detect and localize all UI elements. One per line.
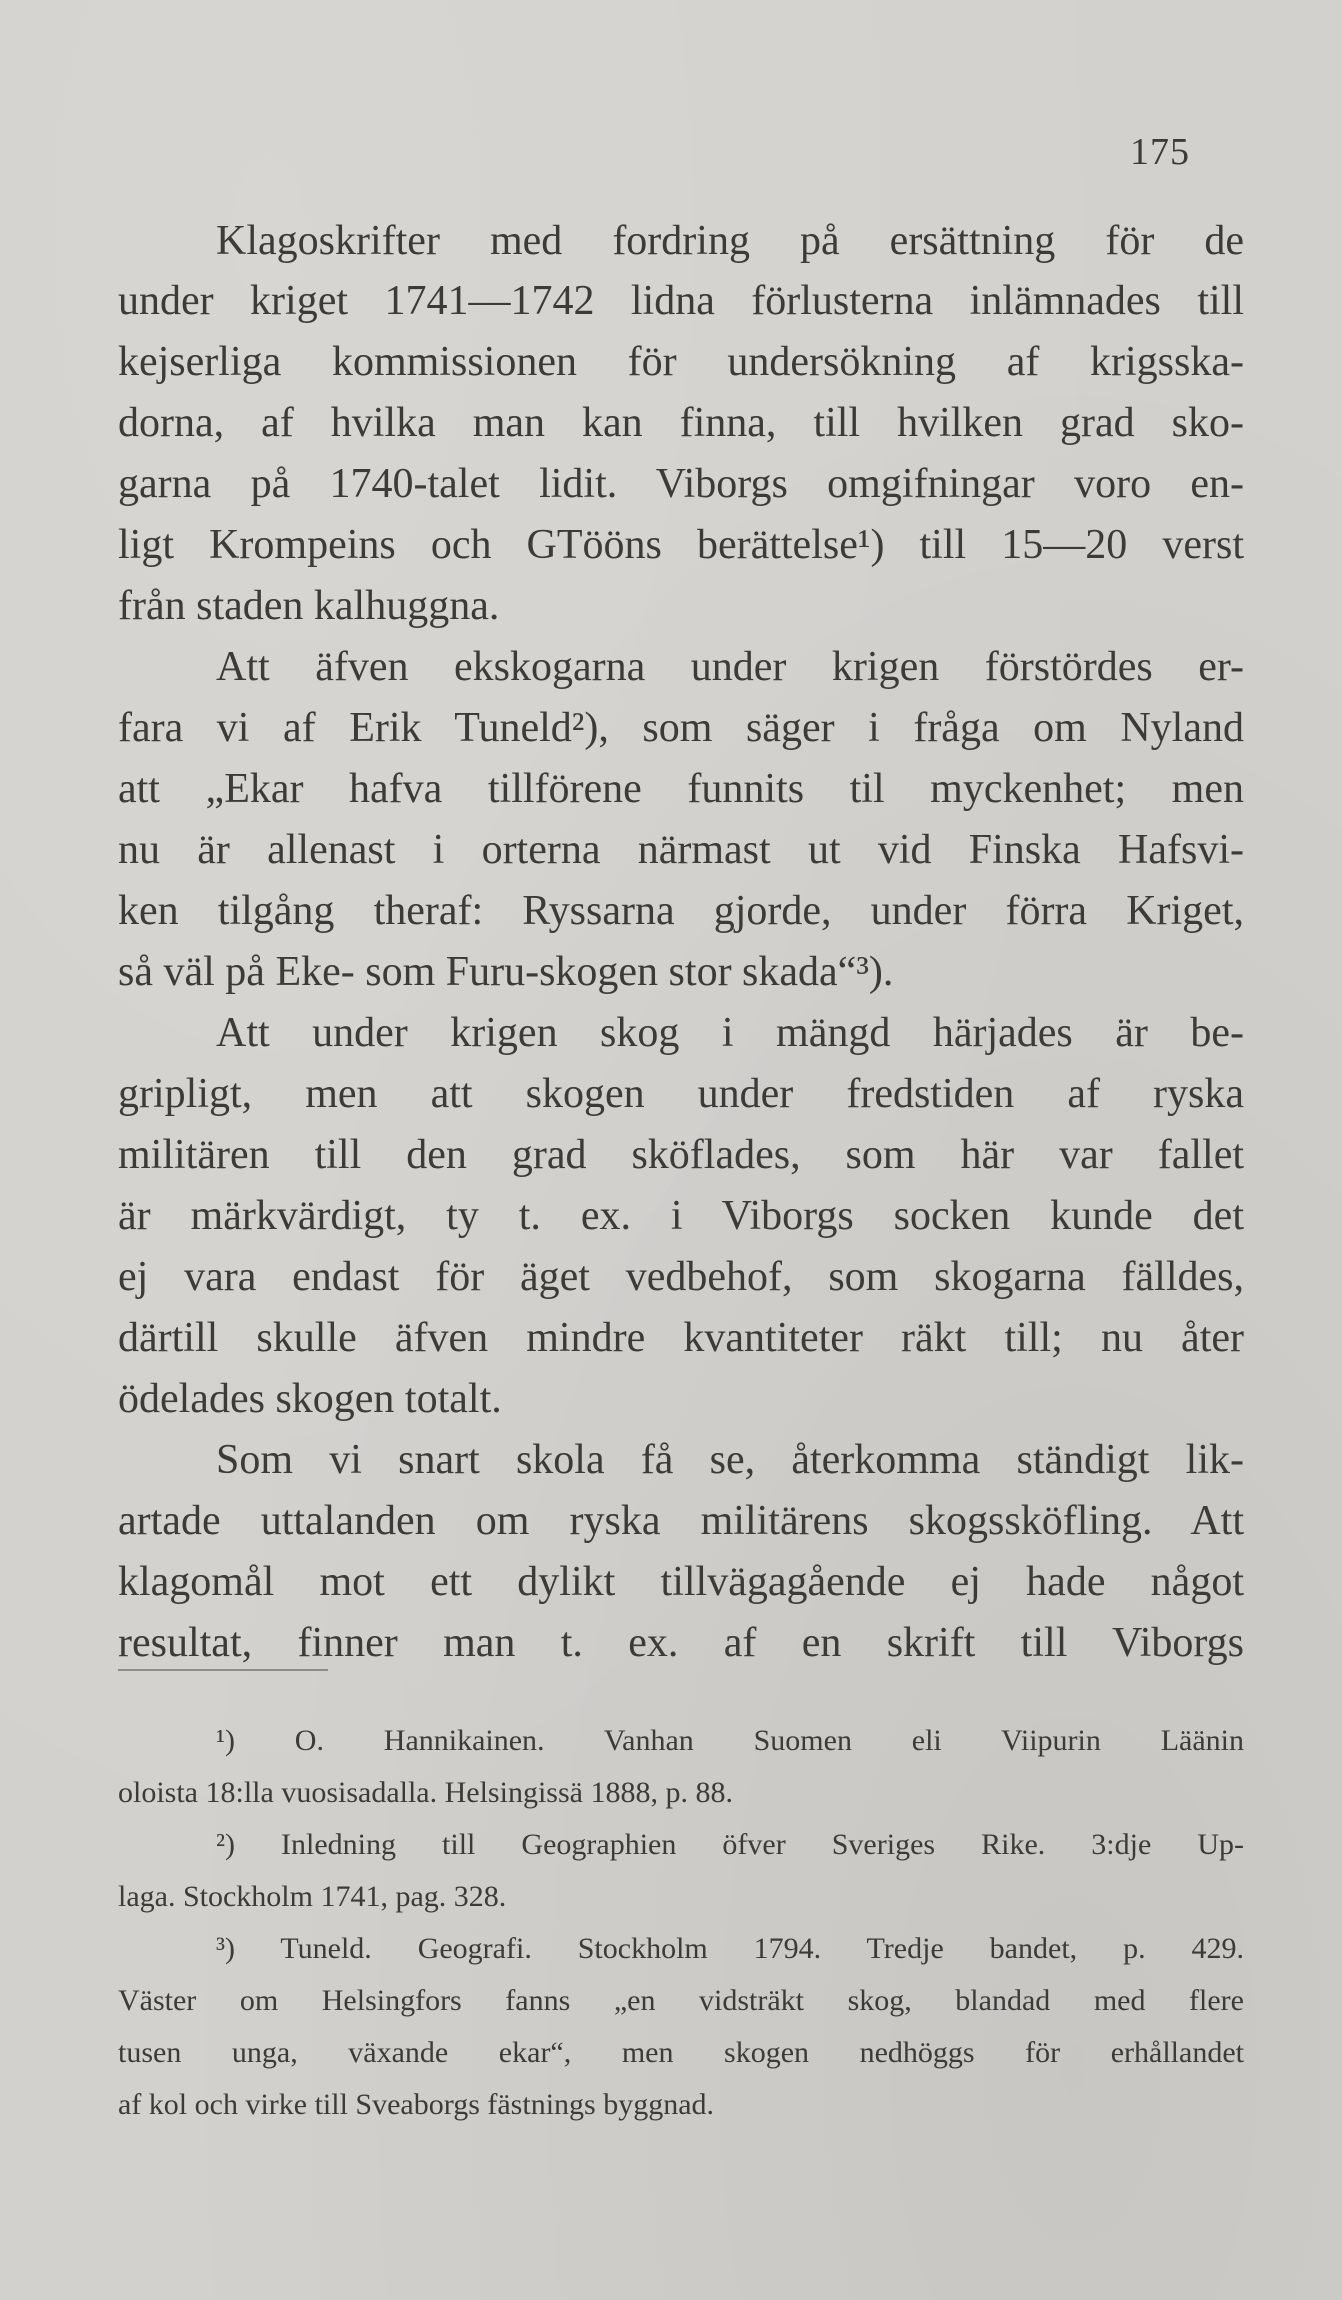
- footnote-line: ³) Tuneld. Geografi. Stockholm 1794. Tredje bandet, p. 429.: [216, 1932, 1244, 1965]
- body-line: Klagoskrifter med fordring på ersättning för de: [216, 218, 1244, 264]
- body-line: Som vi snart skola få se, återkomma ständigt lik-: [216, 1437, 1244, 1483]
- footnote-line: laga. Stockholm 1741, pag. 328.: [118, 1880, 507, 1913]
- footnote-line: tusen unga, växande ekar“, men skogen nedhöggs för erhållandet: [118, 2036, 1244, 2069]
- footnote-line: ¹) O. Hannikainen. Vanhan Suomen eli Viipurin Läänin: [216, 1724, 1244, 1757]
- body-line: garna på 1740-talet lidit. Viborgs omgifningar voro en-: [118, 461, 1244, 507]
- body-line: artade uttalanden om ryska militärens skogssköfling. Att: [118, 1498, 1244, 1544]
- body-line: så väl på Eke- som Furu-skogen stor skada“³).: [118, 949, 894, 995]
- body-line: att „Ekar hafva tillförene funnits til myckenhet; men: [118, 766, 1244, 812]
- footnote-separator: [118, 1669, 328, 1671]
- body-line: nu är allenast i orterna närmast ut vid Finska Hafsvi-: [118, 827, 1244, 873]
- body-line: därtill skulle äfven mindre kvantiteter räkt till; nu åter: [118, 1315, 1244, 1361]
- body-line: Att under krigen skog i mängd härjades är be-: [216, 1010, 1244, 1056]
- body-line: klagomål mot ett dylikt tillvägagående ej hade något: [118, 1559, 1244, 1605]
- body-line: ken tilgång theraf: Ryssarna gjorde, under förra Kriget,: [118, 888, 1244, 934]
- footnote-line: af kol och virke till Sveaborgs fästnings byggnad.: [118, 2088, 715, 2121]
- body-line: kejserliga kommissionen för undersökning af krigsska-: [118, 339, 1244, 385]
- footnote-line: ²) Inledning till Geographien öfver Sveriges Rike. 3:dje Up-: [216, 1828, 1244, 1861]
- body-line: Att äfven ekskogarna under krigen förstördes er-: [216, 644, 1244, 690]
- body-line: är märkvärdigt, ty t. ex. i Viborgs socken kunde det: [118, 1193, 1244, 1239]
- body-line: militären till den grad sköflades, som här var fallet: [118, 1132, 1244, 1178]
- footnote-line: oloista 18:lla vuosisadalla. Helsingissä 1888, p. 88.: [118, 1776, 733, 1809]
- footnote-line: Väster om Helsingfors fanns „en vidsträkt skog, blandad med flere: [118, 1984, 1244, 2017]
- body-line: ej vara endast för äget vedbehof, som skogarna fälldes,: [118, 1254, 1244, 1300]
- body-line: under kriget 1741—1742 lidna förlusterna inlämnades till: [118, 278, 1244, 324]
- body-line: ligt Krompeins och GTööns berättelse¹) till 15—20 verst: [118, 522, 1244, 568]
- page-number: 175: [1130, 131, 1190, 173]
- body-line: fara vi af Erik Tuneld²), som säger i fråga om Nyland: [118, 705, 1244, 751]
- body-line: resultat, finner man t. ex. af en skrift till Viborgs: [118, 1620, 1244, 1666]
- body-line: gripligt, men att skogen under fredstiden af ryska: [118, 1071, 1244, 1117]
- body-line: dorna, af hvilka man kan finna, till hvilken grad sko-: [118, 400, 1244, 446]
- body-line: från staden kalhuggna.: [118, 583, 500, 629]
- body-line: ödelades skogen totalt.: [118, 1376, 502, 1422]
